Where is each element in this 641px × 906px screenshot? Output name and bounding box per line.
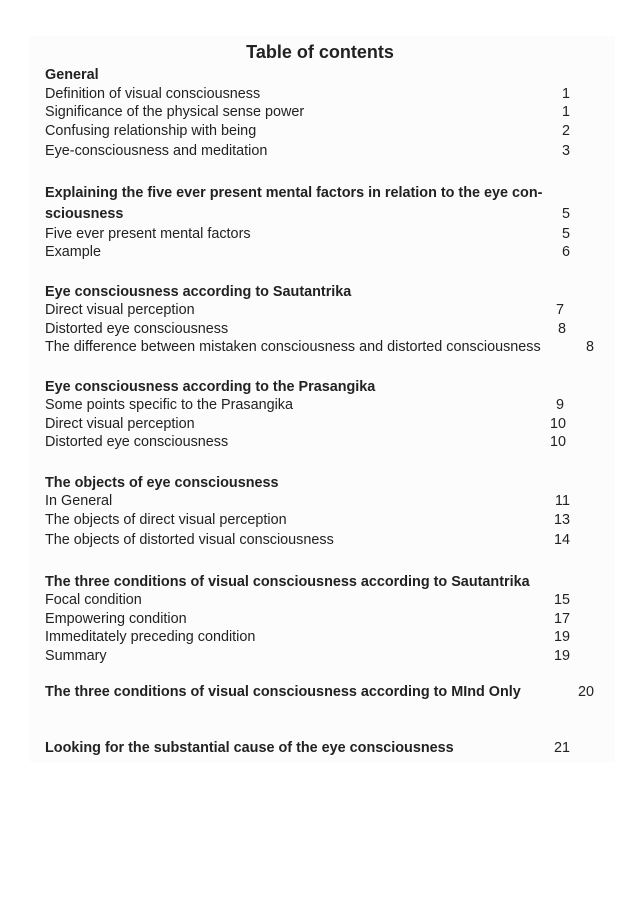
toc-entry[interactable] <box>45 122 590 141</box>
toc-entry-label: The difference between mistaken consciousness and distorted consciousness <box>45 339 541 355</box>
toc-entry[interactable] <box>45 610 590 629</box>
toc-heading[interactable] <box>45 183 590 204</box>
toc-section-prasangika <box>45 378 590 452</box>
toc-entry-label: Distorted eye consciousness <box>45 434 229 450</box>
toc-heading-label: Looking for the substantial cause of the eye consciousness <box>45 739 454 756</box>
toc-heading[interactable] <box>45 66 590 85</box>
toc-entry-page: 19 <box>553 629 570 645</box>
toc-entry-label: The objects of distorted visual consciousness <box>45 532 334 548</box>
toc-entry-label: Five ever present mental factors <box>45 225 251 242</box>
toc-entry-label: Eye-consciousness and meditation <box>45 143 268 159</box>
toc-entry-page: 3 <box>561 143 570 159</box>
toc-entry-page: 14 <box>553 532 570 548</box>
toc-entry-page: 9 <box>555 397 564 413</box>
toc-heading-continuation[interactable] <box>45 204 590 225</box>
toc-entry-label: Distorted eye consciousness <box>45 320 229 337</box>
toc-entry[interactable] <box>45 142 590 161</box>
toc-heading[interactable] <box>45 283 590 302</box>
toc-entry[interactable] <box>45 301 590 320</box>
toc-heading-label: Eye consciousness according to Sautantrika <box>45 283 352 300</box>
toc-heading-label: General <box>45 67 99 83</box>
toc-entry-label: The objects of direct visual perception <box>45 511 287 528</box>
toc-entry[interactable] <box>45 511 590 530</box>
toc-heading-page: 20 <box>577 684 594 700</box>
toc-entry-label: Immeditately preceding condition <box>45 629 256 645</box>
toc-entry-page: 10 <box>549 434 566 450</box>
toc-section-three-conditions-mind-only <box>45 683 594 702</box>
toc-entry[interactable] <box>45 433 590 452</box>
toc-entry-label: Some points specific to the Prasangika <box>45 397 293 413</box>
toc-entry-page: 8 <box>585 339 594 355</box>
toc-title: Table of contents <box>246 42 394 62</box>
toc-entry-page: 7 <box>555 302 564 318</box>
toc-entry[interactable] <box>45 531 590 550</box>
section-spacer <box>45 665 590 683</box>
toc-entry[interactable] <box>45 396 590 415</box>
toc-entry-page: 1 <box>561 104 570 120</box>
toc-section-three-conditions-sautantrika <box>45 573 590 666</box>
section-spacer <box>45 357 590 378</box>
table-of-contents <box>45 40 594 757</box>
section-spacer <box>45 550 590 573</box>
toc-heading-label: The three conditions of visual consciousness according to MInd Only <box>45 684 521 700</box>
toc-heading[interactable] <box>45 378 590 397</box>
toc-entry[interactable] <box>45 591 590 610</box>
section-spacer <box>45 161 590 183</box>
toc-entry-label: Empowering condition <box>45 610 187 627</box>
toc-heading[interactable] <box>45 573 590 592</box>
toc-entry-label: In General <box>45 493 113 509</box>
toc-heading-page: 21 <box>553 739 570 756</box>
toc-entry-page: 8 <box>557 320 566 337</box>
toc-heading-label: Explaining the five ever present mental factors in relation to the eye con- <box>45 184 543 201</box>
toc-entry-page: 2 <box>561 122 570 139</box>
toc-entry-label: Definition of visual consciousness <box>45 85 261 102</box>
toc-entry-label: Direct visual perception <box>45 302 195 318</box>
toc-entry-page: 17 <box>553 610 570 627</box>
toc-heading-page: 5 <box>561 205 570 222</box>
toc-heading[interactable] <box>45 739 590 758</box>
toc-entry[interactable] <box>45 320 590 339</box>
toc-heading-label: Eye consciousness according to the Prasangika <box>45 378 376 395</box>
toc-entry-page: 11 <box>555 493 570 509</box>
toc-heading-label: sciousness <box>45 205 124 222</box>
toc-entry-page: 15 <box>553 592 570 608</box>
toc-heading[interactable] <box>45 683 594 702</box>
toc-entry[interactable] <box>45 338 594 357</box>
toc-entry[interactable] <box>45 225 590 244</box>
section-spacer <box>45 452 590 474</box>
toc-entry-label: Summary <box>45 647 107 664</box>
toc-section-mental-factors <box>45 183 590 262</box>
toc-section-general <box>45 66 590 161</box>
toc-entry-label: Significance of the physical sense power <box>45 104 305 120</box>
toc-entry-page: 19 <box>553 647 570 664</box>
toc-heading[interactable] <box>45 474 590 493</box>
toc-entry-label: Direct visual perception <box>45 415 195 432</box>
toc-section-sautantrika <box>45 283 594 357</box>
toc-entry-label: Confusing relationship with being <box>45 122 257 139</box>
section-spacer <box>45 262 590 283</box>
toc-section-objects <box>45 474 590 550</box>
toc-entry[interactable] <box>45 628 590 647</box>
toc-entry[interactable] <box>45 85 590 104</box>
toc-entry-page: 6 <box>561 244 570 260</box>
toc-entry-page: 1 <box>561 85 570 102</box>
toc-entry-page: 5 <box>561 225 570 242</box>
toc-section-substantial-cause <box>45 739 590 758</box>
toc-entry[interactable] <box>45 647 590 666</box>
toc-entry-label: Focal condition <box>45 592 142 608</box>
toc-entry[interactable] <box>45 103 590 122</box>
toc-entry-page: 13 <box>553 511 570 528</box>
toc-entry[interactable] <box>45 243 590 262</box>
toc-heading-label: The three conditions of visual consciousness according to Sautantrika <box>45 573 530 590</box>
toc-entry[interactable] <box>45 492 590 511</box>
toc-entry-page: 10 <box>549 415 566 432</box>
toc-entry[interactable] <box>45 415 590 434</box>
toc-entry-label: Example <box>45 244 101 260</box>
toc-heading-label: The objects of eye consciousness <box>45 474 279 491</box>
section-spacer <box>45 702 590 739</box>
